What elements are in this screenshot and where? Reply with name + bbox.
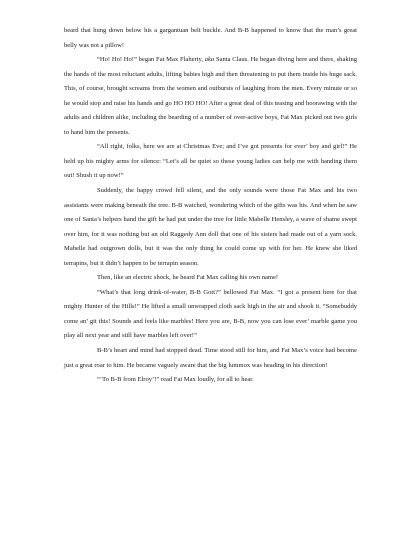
paragraph-text: “‘To B-B from Elroy’!” read Fat Max loudly, for all to hear. xyxy=(97,376,254,384)
paragraph xyxy=(64,24,357,53)
paragraph-text: “All right, folks, here we are at Christmas Eve; and I’ve got presents for ever’ boy and girl!” He held up his mighty arms for silence: “Let’s all be quiet so these young ladies can help me with handing them out! Shush it up now!” xyxy=(64,143,357,180)
paragraph xyxy=(64,184,357,271)
paragraph-text: beard that hung down below his a gargantuan belt buckle. And B-B happened to know that the man’s great belly was not a pillow! xyxy=(64,27,357,49)
paragraph-text: B-B’s heart and mind had stopped dead. Time stood still for him, and Fat Max’s voice had become just a great roar to him. He became vaguely aware that the big lummox was heading in his direction! xyxy=(64,347,357,369)
paragraph xyxy=(64,344,357,373)
paragraph xyxy=(64,140,357,184)
paragraph xyxy=(64,271,357,286)
paragraph-text: Santa Claus. He began diving here and there, shaking the hands of the most reluctant adults, lifting babies high and then threatening to put them inside his huge sack. This, of course, brought screams from the women and outbursts of laughing from the men. Every minute or so he would stop and raise his hands and go HO HO HO! After a great deal of this teasing and hoorawing with the adults and children alike, including the bearding of a number of over-active boys, Fat Max picked out two girls to hand him the presents. xyxy=(64,56,357,136)
italic-text: aka xyxy=(204,56,215,64)
paragraph xyxy=(64,373,357,388)
paragraph-text: “What’s that long drink-of-water, B-B Gott?” bellowed Fat Max. “I got a present here for that mighty Hunter of the Hills!” He lifted a small unwrapped cloth sack high in the air and shook it. “Somebuddy come an’ git this! Sounds and feels like marbles! Here you are, B-B, now you can lose ever’ marble game you play all next year and still have marbles left over!” xyxy=(64,288,357,340)
paragraph-text: “Ho! Ho! Ho!” began Fat Max Flaherty, xyxy=(97,56,205,64)
paragraph xyxy=(64,53,357,140)
paragraph-text: Then, like an electric shock, he heard Fat Max calling his own name! xyxy=(97,274,279,282)
paragraph-text: Suddenly, the happy crowd fell silent, and the only sounds were those Fat Max and his two assistants were making beneath the tree. B-B watched, wondering which of the gifts was his. And when he saw one of Santa’s helpers hand the gift he had put under the tree for little Mabelle Hensley, a wave of shame swept over him, for it was nothing but an old Raggedy Ann doll that one of his sisters had made out of a yarn sock. Mabelle had outgrown dolls, but it was the only thing he could come up with for her. He knew she liked terrapins, but it didn’t happen to be terrapin season. xyxy=(64,187,357,267)
paragraph xyxy=(64,286,357,344)
text-body xyxy=(64,24,357,534)
